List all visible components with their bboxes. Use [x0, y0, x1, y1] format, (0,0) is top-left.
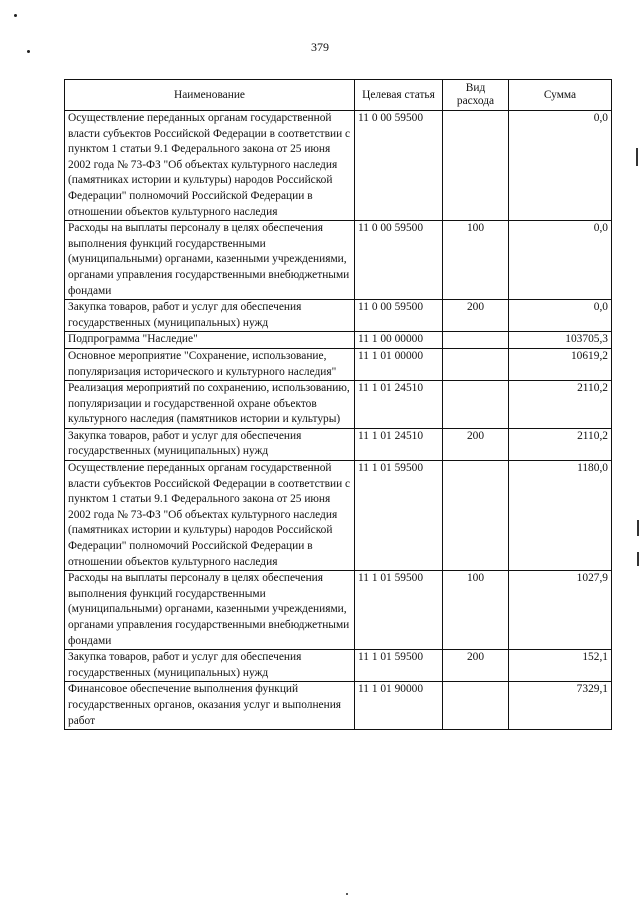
- table-row: [65, 221, 612, 300]
- row-code: 11 1 01 90000: [355, 682, 443, 730]
- row-sum: 1027,9: [509, 571, 612, 650]
- scan-dot: [27, 50, 30, 53]
- row-type: [443, 461, 509, 571]
- row-code: 11 1 01 00000: [355, 348, 443, 380]
- row-name: Расходы на выплаты персоналу в целях обеспечения выполнения функций государственными (муниципальными) органами, казенными учреждениями, органами управления государственными внебюджетными фондами: [65, 221, 355, 300]
- header-code: Целевая статья: [355, 80, 443, 111]
- row-type: [443, 381, 509, 429]
- row-type: [443, 348, 509, 380]
- table-row: [65, 332, 612, 349]
- scan-mark: [637, 552, 639, 566]
- row-name: Осуществление переданных органам государственной власти субъектов Российской Федерации в соответствии с пунктом 1 статьи 9.1 Федерального закона от 25 июня 2002 года № 73-ФЗ "Об объектах культурного наследия (памятниках истории и культуры) народов Российской Федерации" полномочий Российской Федерации в отношении объектов культурного наследия: [65, 111, 355, 221]
- table-row: [65, 571, 612, 650]
- row-sum: 7329,1: [509, 682, 612, 730]
- table-row: [65, 300, 612, 332]
- table-row: [65, 682, 612, 730]
- table-row: [65, 381, 612, 429]
- header-sum: Сумма: [509, 80, 612, 111]
- row-name: Подпрограмма "Наследие": [65, 332, 355, 349]
- row-name: Расходы на выплаты персоналу в целях обеспечения выполнения функций государственными (муниципальными) органами, казенными учреждениями, органами управления государственными внебюджетными фондами: [65, 571, 355, 650]
- row-type: 100: [443, 571, 509, 650]
- header-type: Вид расхода: [443, 80, 509, 111]
- row-code: 11 1 01 24510: [355, 428, 443, 460]
- row-sum: 103705,3: [509, 332, 612, 349]
- row-sum: 10619,2: [509, 348, 612, 380]
- scan-dot: [346, 893, 348, 895]
- row-sum: 1180,0: [509, 461, 612, 571]
- scan-mark: [636, 148, 638, 166]
- row-sum: 2110,2: [509, 428, 612, 460]
- budget-table: [64, 79, 612, 730]
- scan-mark: [637, 520, 639, 536]
- row-type: [443, 332, 509, 349]
- row-code: 11 1 01 59500: [355, 571, 443, 650]
- row-name: Закупка товаров, работ и услуг для обеспечения государственных (муниципальных) нужд: [65, 650, 355, 682]
- row-code: 11 0 00 59500: [355, 111, 443, 221]
- row-type: 100: [443, 221, 509, 300]
- table-header-row: [65, 80, 612, 111]
- row-sum: 0,0: [509, 111, 612, 221]
- table-row: [65, 461, 612, 571]
- row-code: 11 0 00 59500: [355, 300, 443, 332]
- page-number: 379: [311, 40, 329, 54]
- row-type: 200: [443, 650, 509, 682]
- row-name: Финансовое обеспечение выполнения функций государственных органов, оказания услуг и выполнения работ: [65, 682, 355, 730]
- row-name: Основное мероприятие "Сохранение, использование, популяризация исторического и культурного наследия": [65, 348, 355, 380]
- scan-dot: [14, 14, 17, 17]
- row-type: 200: [443, 428, 509, 460]
- row-type: [443, 111, 509, 221]
- table-row: [65, 650, 612, 682]
- row-type: [443, 682, 509, 730]
- table-row: [65, 348, 612, 380]
- row-code: 11 0 00 59500: [355, 221, 443, 300]
- table-row: [65, 111, 612, 221]
- row-code: 11 1 01 59500: [355, 650, 443, 682]
- row-sum: 152,1: [509, 650, 612, 682]
- row-code: 11 1 01 59500: [355, 461, 443, 571]
- row-sum: 2110,2: [509, 381, 612, 429]
- row-sum: 0,0: [509, 221, 612, 300]
- header-name: Наименование: [65, 80, 355, 111]
- table-row: [65, 428, 612, 460]
- row-name: Реализация мероприятий по сохранению, использованию, популяризации и государственной охране объектов культурного наследия (памятников истории и культуры): [65, 381, 355, 429]
- row-sum: 0,0: [509, 300, 612, 332]
- row-code: 11 1 01 24510: [355, 381, 443, 429]
- row-code: 11 1 00 00000: [355, 332, 443, 349]
- row-type: 200: [443, 300, 509, 332]
- row-name: Осуществление переданных органам государственной власти субъектов Российской Федерации в соответствии с пунктом 1 статьи 9.1 Федерального закона от 25 июня 2002 года № 73-ФЗ "Об объектах культурного наследия (памятниках истории и культуры) народов Российской Федерации" полномочий Российской Федерации в отношении объектов культурного наследия: [65, 461, 355, 571]
- row-name: Закупка товаров, работ и услуг для обеспечения государственных (муниципальных) нужд: [65, 428, 355, 460]
- row-name: Закупка товаров, работ и услуг для обеспечения государственных (муниципальных) нужд: [65, 300, 355, 332]
